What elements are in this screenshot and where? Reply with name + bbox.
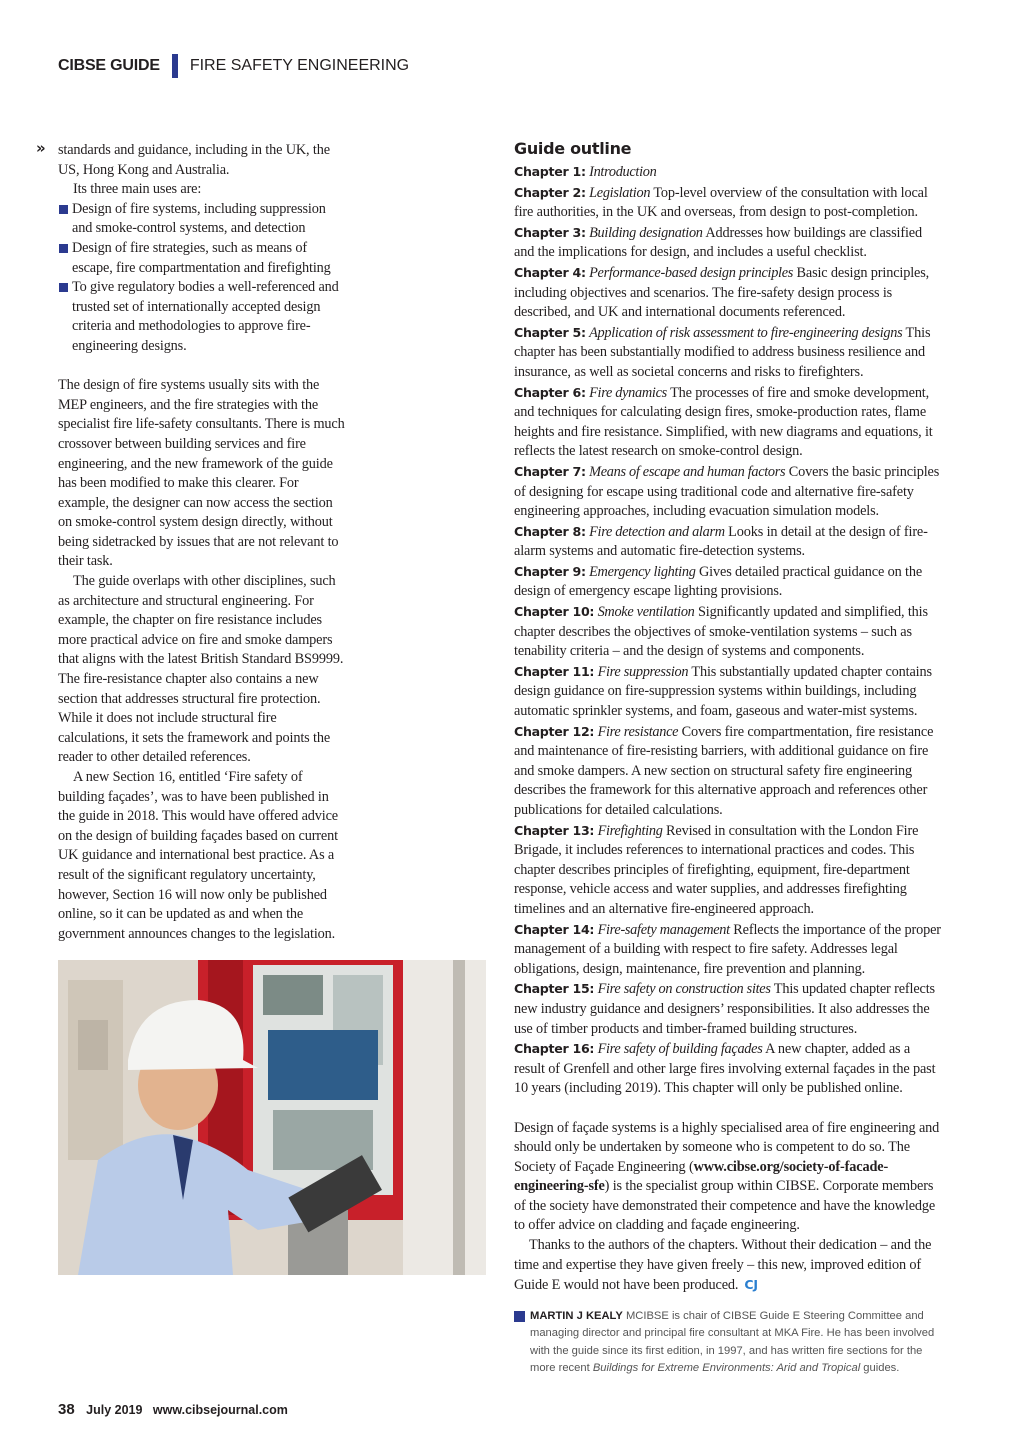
chapter-label: Chapter 10: [514, 604, 595, 620]
photo-illustration [58, 960, 486, 1275]
author-name: MARTIN J KEALY [530, 1309, 623, 1322]
chapter-description: Gives detailed practical guidance on the design of emergency escape lighting provisions. [514, 563, 923, 600]
chapter-title: Building designation [589, 224, 703, 241]
chapter-title: Fire-safety management [597, 921, 730, 938]
chapter-entry [514, 602, 944, 662]
facade-text-end: ) is the specialist group within CIBSE. Corporate members of the society have demonstrated their competence and have the knowledge to offer advice on cladding and façade engineering. [514, 1178, 936, 1234]
chapter-description: Addresses how buildings are classified and the implications for design, and includes a useful checklist. [514, 224, 922, 261]
engineer-inspecting-fire-panel-photo [58, 960, 486, 1275]
thanks-paragraph [514, 1236, 944, 1296]
chapter-description: This substantially updated chapter contains design guidance on fire-suppression systems within buildings, including automatic sprinkler systems, and foam, gaseous and water-mist systems. [514, 663, 932, 720]
chapter-label: Chapter 11: [514, 663, 595, 679]
chapter-description: A new chapter, added as a result of Grenfell and other large fires involving external façades in the past 10 years (including 2019). This chapter will only be published online. [514, 1041, 936, 1097]
author-bio [514, 1308, 944, 1378]
intro-text: standards and guidance, including in the UK, the US, Hong Kong and Australia. [58, 142, 330, 178]
page-footer [58, 1401, 1024, 1419]
chapter-entry [514, 162, 944, 183]
chapter-entry [514, 979, 944, 1039]
chapter-description: Significantly updated and simplified, this chapter describes the objectives of smoke-ventilation systems – such as tenability criteria – and the design of systems and components. [514, 604, 928, 660]
chapter-label: Chapter 1: [514, 164, 586, 179]
chapter-entry [514, 383, 944, 462]
chapter-entry [514, 462, 944, 522]
thanks-text: Thanks to the authors of the chapters. Without their dedication – and the time and expertise they have given freely – this new, improved edition of Guide E would not have been produced. [514, 1237, 932, 1294]
chapter-description: Basic design principles, including objectives and scenarios. The fire-safety design process is described, and UK and international documents referenced. [514, 264, 930, 321]
chapter-label: Chapter 14: [514, 921, 595, 937]
chapter-label: Chapter 8: [514, 523, 586, 539]
chapter-entry [514, 920, 944, 980]
chapter-title: Emergency lighting [589, 563, 696, 580]
chapter-description: The processes of fire and smoke development, and techniques for calculating design fires, smoke-production rates, flame heights and fire resistance. Simplified, with new diagrams and equations, it reflects the latest research on smoke-control design. [514, 384, 933, 460]
chapter-entry [514, 522, 944, 562]
chapter-description: This updated chapter reflects new industry guidance and designers’ responsibilities. It also addresses the use of timber products and timber-framed building structures. [514, 981, 935, 1037]
chapter-description: Covers fire compartmentation, fire resistance and maintenance of fire-resisting barriers, with additional guidance on fire and smoke dampers. A new section on structural safety fire engineering describes the framework for this alternative approach and references other publications for detailed calculations. [514, 723, 934, 818]
chapter-entry [514, 263, 944, 323]
uses-intro: Its three main uses are: [73, 181, 202, 198]
chapter-label: Chapter 3: [514, 224, 586, 240]
chapter-title: Application of risk assessment to fire-engineering designs [589, 324, 903, 341]
chapter-list [514, 162, 944, 1099]
body-paragraph: A new Section 16, entitled ‘Fire safety of building façades’, was to have been published in the guide in 2018. This would have offered advice on the design of building façades based on current UK guidance and international best practice. As a result of the significant regulatory uncertainty, however, Section 16 will now only be published online, so it can be updated as and when the government announces changes to the legislation. [58, 769, 338, 942]
chapter-entry [514, 722, 944, 821]
chapter-entry [514, 662, 944, 722]
chapter-label: Chapter 7: [514, 463, 586, 479]
bio-square-icon [514, 1311, 525, 1322]
chapter-label: Chapter 13: [514, 822, 595, 838]
bullet-item: To give regulatory bodies a well-referenced and trusted set of internationally accepted design criteria and methodologies to approve fire-engineering designs. [58, 278, 348, 356]
facade-text: Design of façade systems is a highly specialised area of fire engineering and should only be undertaken by someone who is competent to do so. The Society of Façade Engineering ( [514, 1119, 940, 1175]
chapter-label: Chapter 5: [514, 324, 586, 340]
chapter-entry [514, 223, 944, 263]
end-mark: CJ [744, 1277, 758, 1293]
chapter-label: Chapter 16: [514, 1041, 595, 1057]
chapter-title: Smoke ventilation [597, 604, 695, 621]
bio-tail: guides. [863, 1362, 900, 1375]
chapter-title: Performance-based design principles [589, 264, 794, 281]
chapter-label: Chapter 2: [514, 184, 586, 200]
body-paragraph: The guide overlaps with other disciplines, such as architecture and structural engineering. For example, the chapter on fire resistance includes more practical advice on fire and smoke dampers that aligns with the latest British Standard BS9999. The fire-resistance chapter also contains a new section that addresses structural fire protection. While it does not include structural fire calculations, it sets the framework and points the reader to other detailed references. [58, 573, 344, 766]
left-column [36, 139, 348, 1275]
chapter-label: Chapter 12: [514, 723, 595, 739]
page-number: 38 [58, 1401, 75, 1419]
chapter-label: Chapter 15: [514, 981, 595, 997]
chapter-entry [514, 323, 944, 383]
chapter-title: Firefighting [597, 822, 663, 839]
chapter-title: Fire suppression [597, 663, 689, 680]
body-paragraph: The design of fire systems usually sits with the MEP engineers, and the fire strategies with the specialist fire life-safety consultants. There is much crossover between building services and fire engineering, and the new framework of the guide has been modified to make this clearer. For example, the designer can now access the section on smoke-control system design directly, without being sidetracked by issues that are not relevant to their task. [58, 377, 345, 570]
chapter-description: This chapter has been substantially modified to address business resilience and insurance, as well as societal concerns and risks to firefighters. [514, 324, 931, 380]
section-title: FIRE SAFETY ENGINEERING [189, 57, 410, 74]
chapter-title: Fire safety on construction sites [597, 981, 771, 998]
bio-text: MCIBSE is chair of CIBSE Guide E Steering Committee and managing director and principal fire consultant at MKA Fire. He has been involved with the guide since its first edition, in 1997, and has written fire sections for the more recent [530, 1309, 935, 1375]
chapter-entry [514, 183, 944, 223]
chapter-label: Chapter 9: [514, 563, 586, 579]
chapter-description: Revised in consultation with the London Fire Brigade, it includes references to international practices and codes. This chapter describes principles of firefighting, equipment, fire-department response, vehicle access and water supplies, and addresses firefighting timelines and an alternative fire-engineered approach. [514, 822, 919, 917]
chapter-title: Fire resistance [597, 723, 679, 740]
chapter-label: Chapter 6: [514, 384, 586, 400]
book-title: Buildings for Extreme Environments: Arid and Tropical [592, 1362, 861, 1375]
guide-outline [514, 138, 944, 1377]
chapter-description: Looks in detail at the design of fire-alarm systems and automatic fire-detection systems. [514, 523, 928, 560]
website-link[interactable]: www.cibsejournal.com [152, 1403, 288, 1418]
bullet-item: Design of fire systems, including suppression and smoke-control systems, and detection [58, 200, 348, 239]
issue-date: July 2019 [86, 1403, 143, 1418]
sfe-link[interactable]: www.cibse.org/society-of-facade-engineering-sfe [514, 1158, 889, 1195]
section-label: CIBSE GUIDE [58, 57, 160, 74]
chapter-title: Introduction [589, 164, 657, 180]
chapter-title: Legislation [589, 184, 651, 201]
chapter-title: Means of escape and human factors [589, 463, 786, 480]
chapter-description: Reflects the importance of the proper management of a building with respect to fire safety. Addresses legal obligations, design, maintenance, fire prevention and planning. [514, 921, 941, 977]
facade-paragraph [514, 1119, 944, 1237]
chapter-title: Fire safety of building façades [597, 1041, 763, 1058]
chapter-title: Fire dynamics [589, 384, 667, 401]
chapter-description: Covers the basic principles of designing for escape using traditional code and alternative fire-safety engineering approaches, including evacuation simulation models. [514, 463, 940, 520]
chapter-entry [514, 821, 944, 920]
chapter-label: Chapter 4: [514, 264, 586, 280]
bullet-item: Design of fire strategies, such as means of escape, fire compartmentation and firefighting [58, 239, 348, 278]
outline-heading: Guide outline [514, 139, 632, 158]
chapter-title: Fire detection and alarm [589, 523, 725, 540]
chapter-description: Top-level overview of the consultation with local fire authorities, in the UK and overseas, from design to post-completion. [514, 184, 928, 221]
continued-chevron-icon: » [36, 139, 46, 157]
chapter-entry [514, 562, 944, 602]
chapter-entry [514, 1039, 944, 1099]
